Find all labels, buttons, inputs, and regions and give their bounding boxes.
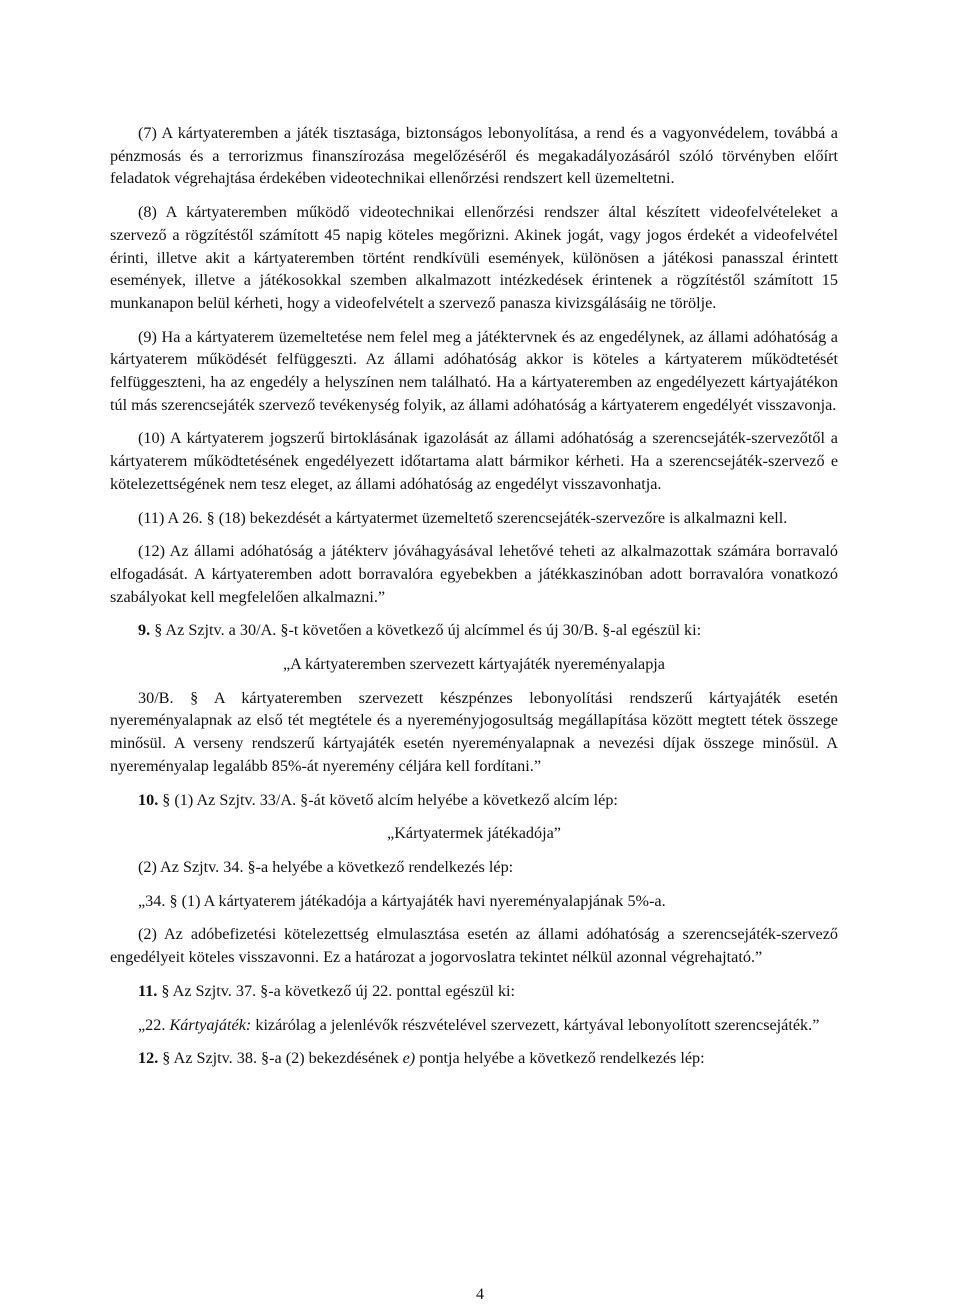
point-22-rest: kizárólag a jelenlévők részvételével szervezett, kártyával lebonyolított szerencsejáték.” xyxy=(251,1015,820,1034)
point-22-term: Kártyajáték: xyxy=(169,1015,252,1034)
point-22-start: „22. xyxy=(138,1015,170,1034)
paragraph-12: (12) Az állami adóhatóság a játékterv jóváhagyásával lehetővé teheti az alkalmazottak számára borravaló elfogadását. A kártyateremben adott borravalóra egyebekben a játékkaszinóban adott borravalóra vonatkozó szabályokat kell megfelelően alkalmazni.” xyxy=(110,542,838,606)
paragraph-7: (7) A kártyateremben a játék tisztasága, biztonságos lebonyolítása, a rend és a vagyonvédelem, továbbá a pénzmosás és a terrorizmus finanszírozása megelőzéséről és megakadályozásáról szóló törvényben előírt feladatok végrehajtása érdekében videotechnikai ellenőrzési rendszert kell üzemeltetni. xyxy=(110,124,838,188)
paragraph-9: (9) Ha a kártyaterem üzemeltetése nem felel meg a játéktervnek és az engedélynek, az állami adóhatóság a kártyaterem működését felfüggeszti. Az állami adóhatóság akkor is köteles a kártyaterem működtetését felfüggeszteni, ha az engedély a helyszínen nem található. Ha a kártyateremben az engedélyezett kártyajátékon túl más szerencsejáték szervező tevékenység folyik, az állami adóhatóság a kártyaterem engedélyét visszavonja. xyxy=(110,327,838,414)
section-12 xyxy=(110,1047,838,1070)
section-11-text: § Az Szjtv. 37. §-a következő új 22. ponttal egészül ki: xyxy=(157,981,516,1000)
paragraph-8: (8) A kártyateremben működő videotechnikai ellenőrzési rendszer által készített videofelvételeket a szervező a rögzítéstől számított 45 napig köteles megőrizni. Akinek jogát, vagy jogos érdekét a videofelvétel érinti, illetve akit a kártyateremben történt rendkívüli események, különösen a játékosi panasszal érintett események, illetve a játékosokkal szemben alkalmazott intézkedések érintenek a rögzítéstől számított 15 munkanapon belül kérheti, hogy a videofelvételt a szervező panasza kivizsgálásáig ne törölje. xyxy=(110,203,838,312)
section-9 xyxy=(110,619,838,642)
page-number: 4 xyxy=(476,1286,484,1303)
section-30b-body: 30/B. § A kártyateremben szervezett készpénzes lebonyolítási rendszerű kártyajáték esetén nyereményalapnak az első tét megtétele és a nyereményjogosultság megállapítása között megtett tétek összege minősül. A verseny rendszerű kártyajáték esetén nyereményalapnak a nevezési díjak összege minősül. A nyereményalap legalább 85%-át nyeremény céljára kell fordítani.” xyxy=(110,688,838,775)
section-34-paragraph-2: (2) Az adóbefizetési kötelezettség elmulasztása esetén az állami adóhatóság a szerencsejáték-szervező engedélyeit köteles visszavonni. Ez a határozat a jogorvoslatra tekintet nélkül azonnal végrehajtató.” xyxy=(110,925,838,967)
section-9-heading: „A kártyateremben szervezett kártyajáték nyereményalapja xyxy=(283,655,665,674)
document-page xyxy=(110,122,838,1081)
section-9-text: § Az Szjtv. a 30/A. §-t követően a következő új alcímmel és új 30/B. §-al egészül ki: xyxy=(150,621,702,640)
section-12-emph: e) xyxy=(402,1049,416,1068)
paragraph-11: (11) A 26. § (18) bekezdését a kártyatermet üzemeltető szerencsejáték-szervezőre is alkalmazni kell. xyxy=(138,508,788,527)
section-11 xyxy=(110,980,838,1003)
paragraph-10: (10) A kártyaterem jogszerű birtoklásának igazolását az állami adóhatóság a szerencsejáték-szervezőtől a kártyaterem működtetésének engedélyezett időtartama alatt bármikor kérheti. Ha a szerencsejáték-szervező e kötelezettségének nem tesz eleget, az állami adóhatóság az engedélyt visszavonhatja. xyxy=(110,429,838,493)
section-12-text-b: pontja helyébe a következő rendelkezés lép: xyxy=(415,1049,705,1068)
section-12-text-a: § Az Szjtv. 38. §-a (2) bekezdésének xyxy=(158,1049,403,1068)
section-11-number: 11. xyxy=(138,981,158,1000)
section-10-heading: „Kártyatermek játékadója” xyxy=(387,824,561,843)
section-10-number: 10. xyxy=(138,790,159,809)
section-9-number: 9. xyxy=(138,621,151,640)
section-10-paragraph-2: (2) Az Szjtv. 34. §-a helyébe a következő rendelkezés lép: xyxy=(138,857,514,876)
section-10-text: § (1) Az Szjtv. 33/A. §-át követő alcím helyébe a következő alcím lép: xyxy=(158,790,618,809)
section-34-paragraph-1: „34. § (1) A kártyaterem játékadója a kártyajáték havi nyereményalapjának 5%-a. xyxy=(138,891,666,910)
point-22 xyxy=(110,1014,838,1037)
section-10 xyxy=(110,789,838,812)
section-12-number: 12. xyxy=(138,1049,159,1068)
